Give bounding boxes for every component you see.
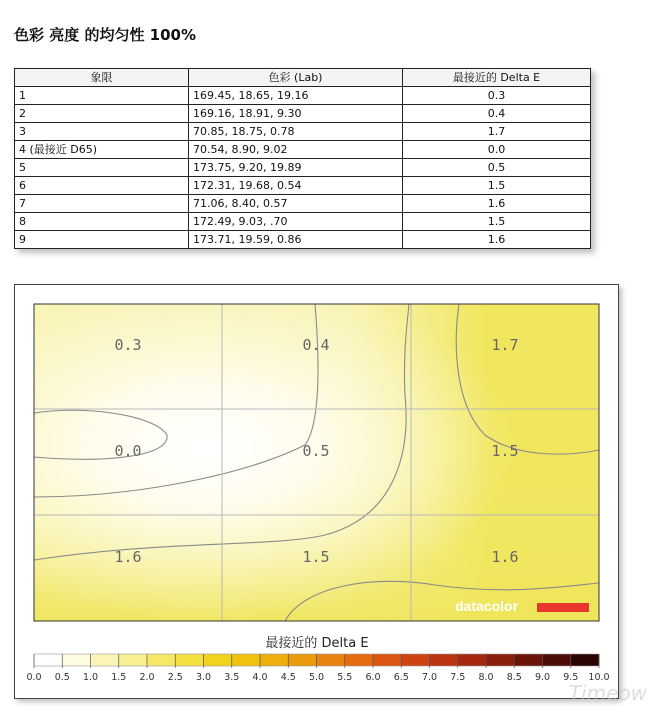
legend-tick-label: 0.5	[54, 672, 70, 683]
table-row	[15, 213, 591, 231]
legend-tick-label: 8.5	[506, 672, 522, 683]
row-delta-e: 0.5	[403, 159, 591, 177]
row-color-lab: 169.45, 18.65, 19.16	[189, 87, 403, 105]
header-color-lab: 色彩 (Lab)	[189, 69, 403, 87]
row-color-lab: 70.54, 8.90, 9.02	[189, 141, 403, 159]
legend-tick-label: 3.5	[224, 672, 240, 683]
table-header-row	[15, 69, 591, 87]
row-color-lab: 172.49, 9.03, .70	[189, 213, 403, 231]
legend-tick-label: 3.0	[195, 672, 212, 683]
legend-tick-label: 2.5	[167, 672, 183, 683]
legend-swatch	[62, 654, 91, 666]
legend-swatch	[204, 654, 233, 666]
legend-swatch	[317, 654, 346, 666]
row-color-lab: 169.16, 18.91, 9.30	[189, 105, 403, 123]
row-delta-e: 0.4	[403, 105, 591, 123]
legend-tick-label: 0.0	[26, 672, 42, 683]
brand-logo-bar	[537, 603, 589, 612]
legend-tick-label: 9.5	[563, 672, 579, 683]
legend-tick-label: 1.0	[82, 672, 99, 683]
row-color-lab: 172.31, 19.68, 0.54	[189, 177, 403, 195]
row-quadrant: 3	[15, 123, 189, 141]
table-row	[15, 195, 591, 213]
row-delta-e: 0.3	[403, 87, 591, 105]
row-color-lab: 173.71, 19.59, 0.86	[189, 231, 403, 249]
row-delta-e: 1.6	[403, 195, 591, 213]
row-quadrant: 6	[15, 177, 189, 195]
row-quadrant: 7	[15, 195, 189, 213]
legend-tick-label: 9.0	[534, 672, 551, 683]
legend-tick-label: 6.5	[393, 672, 409, 683]
cell-value: 1.6	[114, 548, 142, 566]
legend-tick-label: 5.5	[337, 672, 353, 683]
legend-tick-label: 1.5	[111, 672, 127, 683]
cell-value: 0.0	[114, 442, 142, 460]
legend-swatch	[486, 654, 515, 666]
table-row	[15, 87, 591, 105]
row-quadrant: 8	[15, 213, 189, 231]
legend-tick-label: 5.0	[308, 672, 325, 683]
cell-value: 0.5	[302, 442, 330, 460]
table-row	[15, 141, 591, 159]
table-row	[15, 231, 591, 249]
brand-logo-text: datacolor	[455, 598, 519, 614]
cell-value: 0.4	[302, 336, 330, 354]
legend-swatch	[345, 654, 374, 666]
row-delta-e: 1.6	[403, 231, 591, 249]
table-row	[15, 105, 591, 123]
row-delta-e: 1.5	[403, 213, 591, 231]
legend-tick-label: 7.5	[450, 672, 466, 683]
legend-swatch	[543, 654, 572, 666]
legend-tick-label: 6.0	[365, 672, 381, 683]
row-color-lab: 71.06, 8.40, 0.57	[189, 195, 403, 213]
legend-swatch	[147, 654, 176, 666]
cell-value: 1.5	[302, 548, 330, 566]
row-quadrant: 2	[15, 105, 189, 123]
row-color-lab: 173.75, 9.20, 19.89	[189, 159, 403, 177]
table-row	[15, 159, 591, 177]
legend-tick-label: 4.5	[280, 672, 296, 683]
table-row	[15, 177, 591, 195]
table-row	[15, 123, 591, 141]
legend-tick-label: 10.0	[588, 672, 610, 683]
legend-swatch	[373, 654, 402, 666]
row-color-lab: 70.85, 18.75, 0.78	[189, 123, 403, 141]
header-delta-e: 最接近的 Delta E	[403, 69, 591, 87]
header-quadrant: 象限	[15, 69, 189, 87]
row-quadrant: 4 (最接近 D65)	[15, 141, 189, 159]
legend-swatch	[514, 654, 543, 666]
legend-tick-label: 8.0	[478, 672, 494, 683]
uniformity-heatmap	[15, 285, 618, 698]
legend-swatch	[34, 654, 63, 666]
legend-swatch	[232, 654, 261, 666]
row-delta-e: 1.7	[403, 123, 591, 141]
legend-swatch	[458, 654, 487, 666]
cell-value: 0.3	[114, 336, 142, 354]
row-quadrant: 1	[15, 87, 189, 105]
legend-tick-label: 4.0	[252, 672, 268, 683]
legend-swatch	[260, 654, 289, 666]
row-delta-e: 1.5	[403, 177, 591, 195]
legend-swatch	[401, 654, 430, 666]
results-table	[14, 68, 591, 249]
legend-title: 最接近的 Delta E	[265, 636, 369, 651]
row-delta-e: 0.0	[403, 141, 591, 159]
legend-tick-label: 2.0	[139, 672, 155, 683]
cell-value: 1.6	[491, 548, 519, 566]
watermark: Timeow	[568, 681, 647, 705]
legend-swatch	[571, 654, 600, 666]
legend-swatch	[119, 654, 148, 666]
row-quadrant: 9	[15, 231, 189, 249]
legend-swatch	[91, 654, 120, 666]
page-title: 色彩 亮度 的均匀性 100%	[14, 26, 197, 44]
legend-swatch	[430, 654, 459, 666]
cell-value: 1.7	[491, 336, 519, 354]
row-quadrant: 5	[15, 159, 189, 177]
legend-swatch	[288, 654, 317, 666]
legend-tick-label: 7.0	[421, 672, 438, 683]
uniformity-heatmap-panel	[14, 284, 619, 699]
legend-swatch	[175, 654, 204, 666]
cell-value: 1.5	[491, 442, 519, 460]
